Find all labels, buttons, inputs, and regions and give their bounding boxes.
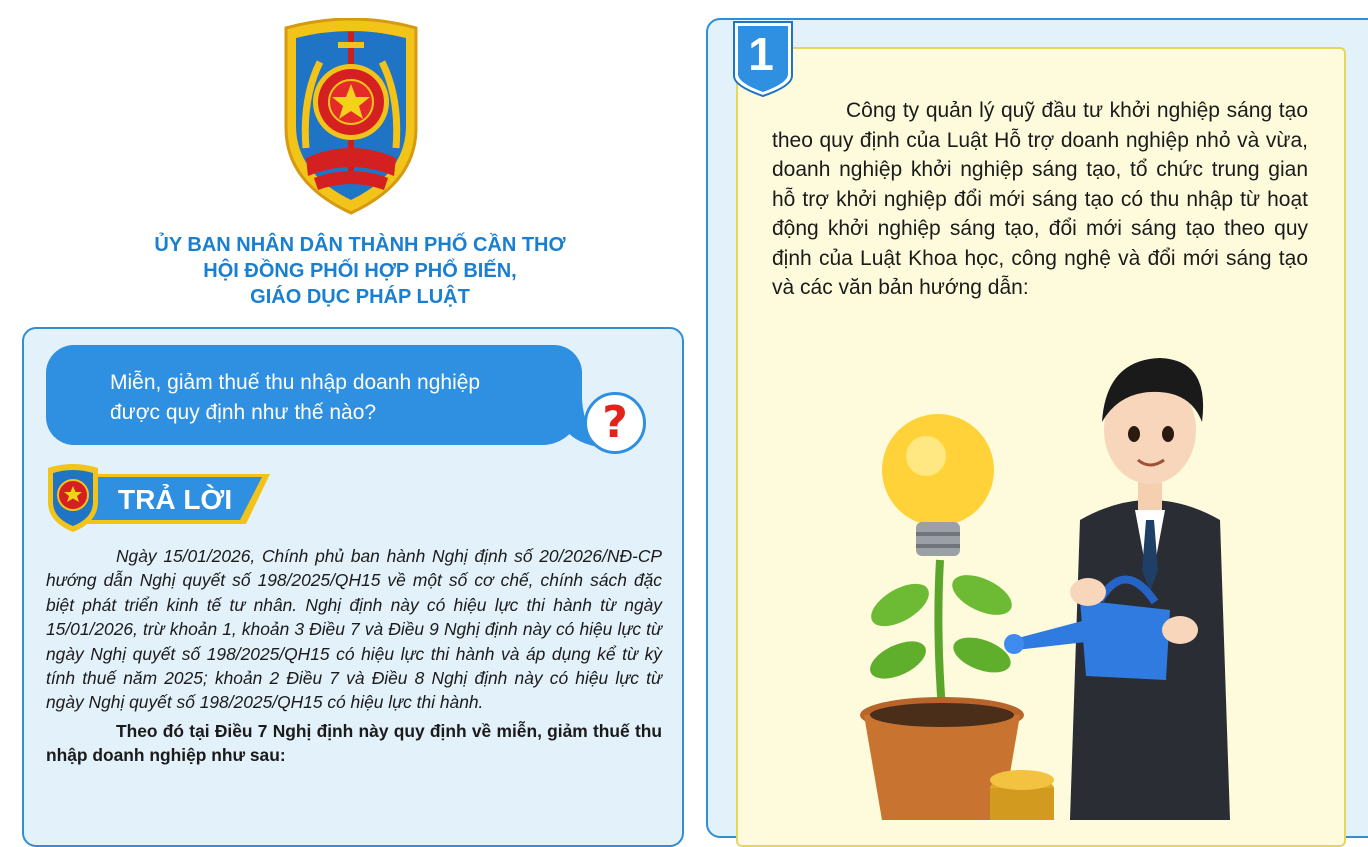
answer-paragraph-2: Theo đó tại Điều 7 Nghị định này quy định về miễn, giảm thuế thu nhập doanh nghiệp như sau: — [46, 720, 662, 766]
question-line2: được quy định như thế nào? — [110, 401, 377, 424]
item-text — [772, 96, 1308, 303]
org-title-line1: ỦY BAN NHÂN DÂN THÀNH PHỐ CẦN THƠ — [154, 234, 566, 256]
answer-label: TRẢ LỜI — [118, 484, 233, 515]
question-mark-icon: ? — [584, 392, 646, 454]
organization-title — [40, 232, 680, 310]
org-title-line2: HỘI ĐỒNG PHỐI HỢP PHỔ BIẾN, — [203, 260, 517, 282]
question-line1: Miễn, giảm thuế thu nhập doanh nghiệp — [110, 371, 481, 394]
item-text-content: Công ty quản lý quỹ đầu tư khởi nghiệp sáng tạo theo quy định của Luật Hỗ trợ doanh nghiệp nhỏ và vừa, doanh nghiệp khởi nghiệp sáng tạo, tổ chức trung gian hỗ trợ khởi nghiệp đổi mới sáng tạo có thu nhập từ hoạt động khởi nghiệp sáng tạo, đổi mới sáng tạo theo quy định của Luật Khoa học, công nghệ và đổi mới sáng tạo và các văn bản hướng dẫn: — [772, 99, 1308, 299]
question-text — [110, 368, 550, 428]
answer-paragraph-1: Ngày 15/01/2026, Chính phủ ban hành Nghị định số 20/2026/NĐ-CP hướng dẫn Nghị quyết số 198/2025/QH15 về một số cơ chế, chính sách đặc biệt phát triển kinh tế tư nhân. Nghị định này có hiệu lực thi hành từ ngày 15/01/2026, trừ khoản 1, khoản 3 Điều 7 và Điều 9 Nghị định này có hiệu lực từ ngày Nghị quyết số 198/2025/QH15 có hiệu lực thi hành và áp dụng kể từ kỳ tính thuế năm 2025; khoản 2 Điều 7 và Điều 8 Nghị định này có hiệu lực từ ngày Nghị quyết số 198/2025/QH15 có hiệu lực thi hành. — [46, 546, 662, 713]
tu-phap-emblem-icon — [276, 18, 426, 218]
businessman-watering-plant-illustration — [850, 330, 1270, 820]
mini-emblem-icon — [44, 462, 102, 534]
org-title-line3: GIÁO DỤC PHÁP LUẬT — [250, 286, 470, 308]
item-number: 1 — [748, 28, 774, 80]
answer-body — [46, 544, 662, 768]
